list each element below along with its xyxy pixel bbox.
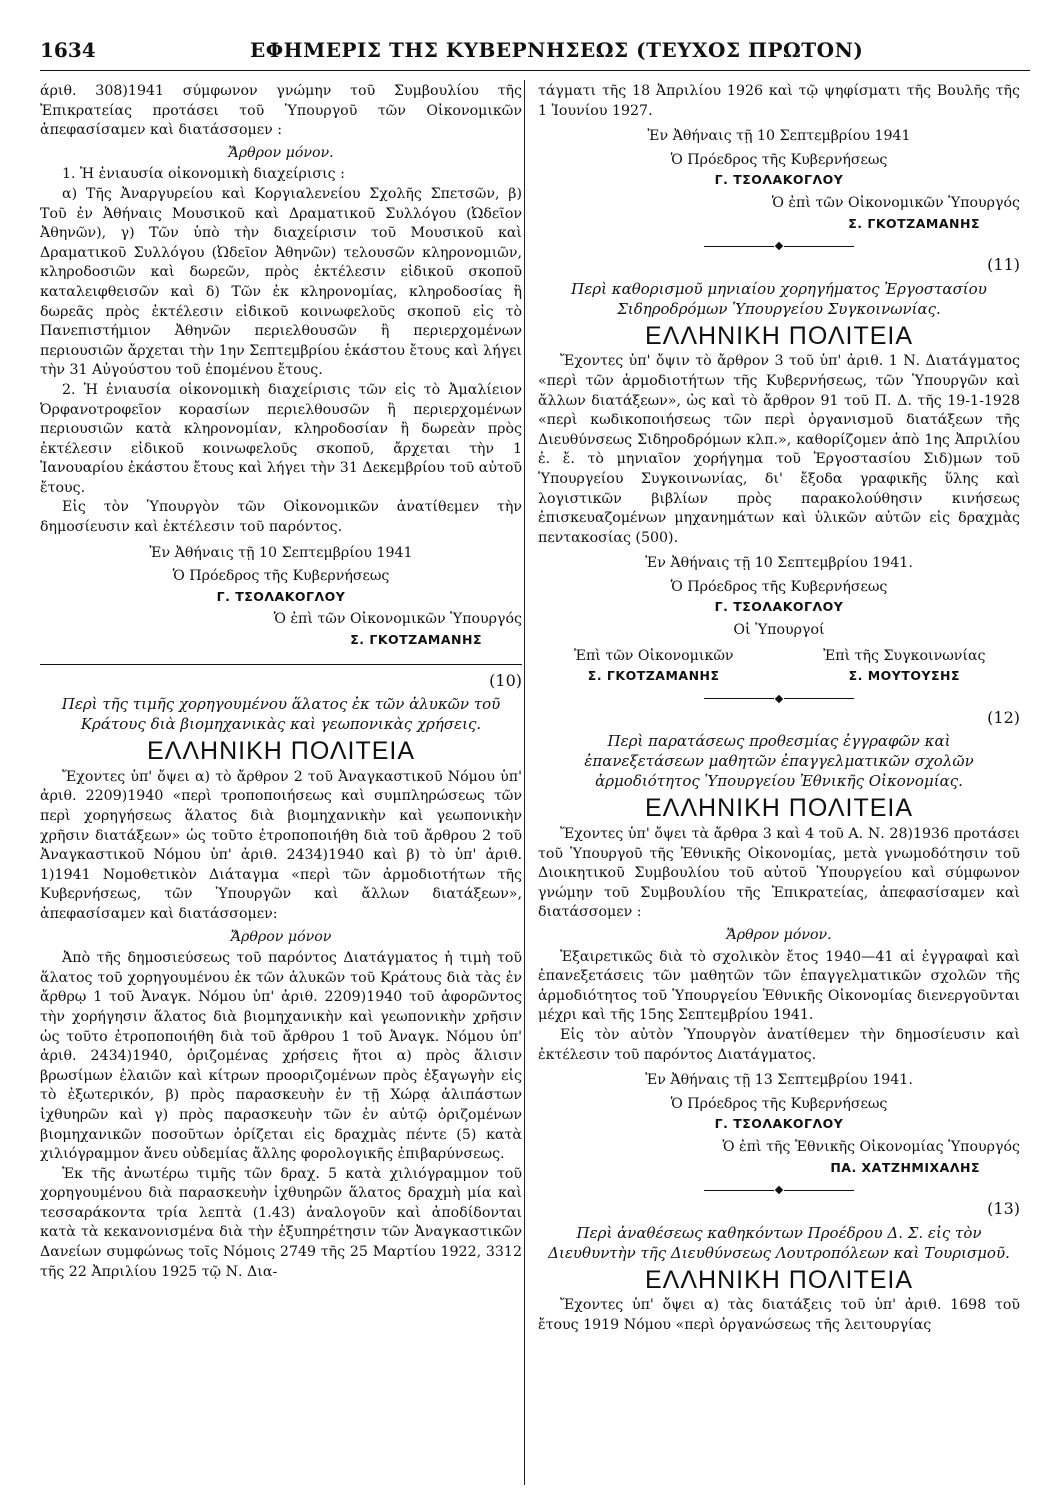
signatory-title: Ἐπὶ τῆς Συγκοινωνίας xyxy=(823,647,986,664)
decree-number: (10) xyxy=(489,670,522,690)
paragraph: 1. Ἡ ἐνιαυσία οἰκονομικὴ διαχείρισις : xyxy=(62,166,345,183)
article-heading: Ἄρθρον μόνον. xyxy=(726,927,832,943)
paragraph: τάγματι τῆς 18 Ἀπριλίου 1926 καὶ τῷ ψηφίσματι τῆς Βουλῆς τῆς 1 Ἰουνίου 1927. xyxy=(538,83,1020,119)
paragraph: Ἀπὸ τῆς δημοσιεύσεως τοῦ παρόντος Διατάγματος ἡ τιμὴ τοῦ ἅλατος τοῦ χορηγουμένου ἐκ τῶν ἁλυκῶν τοῦ Κράτους διὰ τὰς ἐν ἄρθρῳ 1 τοῦ Ἀναγκ. Νόμου ὑπ' ἀριθ. 2209)1940 τοῦ ἀφορῶντος τὴν χορήγησιν ἅλατος διὰ βιομηχανικὴν καὶ γεωπονικὴν χρῆσιν ὡς τοῦτο ἐτροποποιήθη διὰ τοῦ ἄρθρου 1 τοῦ Ἀναγκ. Νόμου ὑπ' ἀριθ. 2434)1940, ὁριζομένας χρήσεις ἤτοι α) πρὸς ἅλισιν βρωσίμων ἐλαιῶν καὶ κίτρων προοριζομένων πρὸς ἐξαγωγὴν εἰς τὸ ἐξωτερικόν, β) πρὸς παρασκευὴν ἐν τῇ Χώρᾳ ἁλιπάστων ἰχθυηρῶν καὶ γ) πρὸς παρασκευὴν τῶν ἐν αὐτῷ ὁριζομένων βιομηχανικῶν ποσοῦτων ὁρίζεται εἰς δραχμὰς πέντε (5) κατὰ χιλιόγραμμον ἄνευ οὐδεμίας ἄλλης φορολογικῆς ἐπιβαρύνσεως. xyxy=(40,950,522,1163)
decree-date: Ἐν Ἀθήναις τῇ 13 Σεπτεμβρίου 1941. xyxy=(645,1072,913,1089)
decree-number: (13) xyxy=(987,1199,1020,1219)
decree-title: Περὶ ἀναθέσεως καθηκόντων Προέδρου Δ. Σ. εἰς τὸν Διευθυντὴν τῆς Διευθύνσεως Λουτροπόλεων καὶ Τουρισμοῦ. xyxy=(548,1223,1010,1262)
signatory-name: Γ. ΤΣΟΛΑΚΟΓΛΟΥ xyxy=(714,599,844,615)
signatory-name: Γ. ΤΣΟΛΑΚΟΓΛΟΥ xyxy=(714,172,844,188)
paragraph: Ἔχοντες ὑπ' ὄψει α) τὰς διατάξεις τοῦ ὑπ' ἀριθ. 1698 τοῦ ἔτους 1919 Νόμου «περὶ ὀργανώσεως τῆς λειτουργίας xyxy=(538,1297,1020,1333)
paragraph: Ἐξαιρετικῶς διὰ τὸ σχολικὸν ἔτος 1940—41 αἱ ἐγγραφαὶ καὶ ἐπανεξετάσεις τῶν μαθητῶν τῶν ἐπαγγελματικῶν σχολῶν τῆς ἁρμοδιότητος τοῦ Ὑπουργείου Ἐθνικῆς Οἰκονομίας διενεργοῦνται μέχρι καὶ τῆς 15ης Σεπτεμβρίου 1941. xyxy=(538,948,1020,1024)
signatory-title: Ὁ Πρόεδρος τῆς Κυβερνήσεως xyxy=(670,151,888,168)
state-heading: ΕΛΛΗΝΙΚΗ ΠΟΛΙΤΕΙΑ xyxy=(644,1265,914,1294)
signatory-name: Σ. ΓΚΟΤΖΑΜΑΝΗΣ xyxy=(848,215,980,231)
decree-title: Περὶ καθορισμοῦ μηνιαίου χορηγήματος Ἐργοστασίου Σιδηροδρόμων Ὑπουργείου Συγκοινωνίας. xyxy=(571,279,987,318)
decree-number: (11) xyxy=(987,255,1020,275)
signatory-title: Ὁ Πρόεδρος τῆς Κυβερνήσεως xyxy=(172,568,390,585)
page-number: 1634 xyxy=(40,38,96,62)
paragraph: Εἰς τὸν αὐτὸν Ὑπουργὸν ἀνατίθεμεν τὴν δημοσίευσιν καὶ ἐκτέλεσιν τοῦ παρόντος Διατάγματος. xyxy=(538,1026,1020,1063)
ministers-signatures xyxy=(538,647,1020,686)
paragraph: Εἰς τὸν Ὑπουργὸν τῶν Οἰκονομικῶν ἀνατίθεμεν τὴν δημοσίευσιν καὶ ἐκτέλεσιν τοῦ παρόντος. xyxy=(40,499,522,536)
signatory-title: Ὁ ἐπὶ τῶν Οἰκονομικῶν Ὑπουργός xyxy=(771,194,1020,211)
page-header xyxy=(40,36,1030,71)
decree-title: Περὶ παρατάσεως προθεσμίας ἐγγραφῶν καὶ ἐπανεξετάσεων μαθητῶν ἐπαγγελματικῶν σχολῶν ἁρμοδιότητος Ὑπουργείου Ἐθνικῆς Οἰκονομίας. xyxy=(584,732,974,791)
state-heading: ΕΛΛΗΝΙΚΗ ΠΟΛΙΤΕΙΑ xyxy=(146,737,416,766)
signatory-name: Σ. ΜΟΥΤΟΥΣΗΣ xyxy=(848,668,961,684)
decree-intro: άριθ. 308)1941 σύμφωνον γνώμην τοῦ Συμβουλίου τῆς Ἐπικρατείας προτάσει τοῦ Ὑπουργοῦ τῶν Οἰκονομικῶν ἀπεφασίσαμεν καὶ διατάσσομεν : xyxy=(40,83,522,139)
separator-ornament xyxy=(538,243,1020,249)
left-column xyxy=(40,82,522,1282)
paragraph: Ἔχοντες ὑπ' ὄψει τὰ ἄρθρα 3 καὶ 4 τοῦ Α. Ν. 28)1936 προτάσει τοῦ Ὑπουργοῦ τῆς Ἐθνικῆς Οἰκονομίας, μετὰ γνωμοδότησιν τοῦ Διοικητικοῦ Συμβουλίου τοῦ αὐτοῦ Ὑπουργείου καὶ σύμφωνον γνώμην τοῦ Συμβουλίου τῆς Ἐπικρατείας, ἀπεφασίσαμεν καὶ διατάσσομεν : xyxy=(538,826,1020,921)
article-heading: Ἄρθρον μόνον. xyxy=(228,144,334,161)
ministers-heading: Οἱ Ὑπουργοί xyxy=(733,622,825,639)
signatory-name: Σ. ΓΚΟΤΖΑΜΑΝΗΣ xyxy=(350,632,482,648)
paragraph: α) Τῆς Ἀναργυρείου καὶ Κοργιαλενείου Σχολῆς Σπετσῶν, β) Τοῦ ἐν Ἀθήναις Μουσικοῦ καὶ Δραματικοῦ Συλλόγου (Ὠδεῖον Ἀθηνῶν), γ) Τῶν ὑπὸ τὴν διαχείρισιν τοῦ Μουσικοῦ καὶ Δραματικοῦ Συλλόγου (Ὠδεῖον Ἀθηνῶν) τελουσῶν κληρονομιῶν, κληροδοσιῶν καὶ δωρεῶν, πρὸς ἐκτέλεσιν εἰδικοῦ σκοποῦ καταλειφθεισῶν καὶ δ) Τῶν ἐκ κληρονομίας, κληροδοσίας ἢ δωρεᾶς πρὸς ἐκτέλεσιν εἰδικοῦ κοινωφελοῦς σκοποῦ εἰς τὸ Πανεπιστήμιον Ἀθηνῶν περιελθουσῶν ἢ περιερχομένων περιουσιῶν ἄρχεται τὴν 1ην Σεπτεμβρίου ἑκάστου ἔτους καὶ λήγει τὴν 31 Αὐγούστου τοῦ ἑπομένου ἔτους. xyxy=(40,185,522,379)
state-heading: ΕΛΛΗΝΙΚΗ ΠΟΛΙΤΕΙΑ xyxy=(644,794,914,823)
paragraph: Ἔχοντες ὑπ' ὄψιν τὸ ἄρθρον 3 τοῦ ὑπ' ἀριθ. 1 Ν. Διατάγματος «περὶ τῶν ἁρμοδιοτήτων τῆς Κυβερνήσεως, τῶν Ὑπουργῶν καὶ ἄλλων διατάξεων», ὡς καὶ τὸ ἄρθρον 91 τοῦ Π. Δ. τῆς 19-1-1928 «περὶ κωδικοποιήσεως τῶν περὶ ὀργανισμοῦ διατάξεων τῆς Διευθύνσεως Σιδηροδρόμων κλπ.», καθορίζομεν ἀπὸ 1ης Ἀπριλίου ἐ. ἔ. τὸ μηνιαῖον χορήγημα τοῦ Ἐργοστασίου Σιδ)μων τοῦ Ὑπουργείου Συγκοινωνίας, δι' ἔξοδα γραφικῆς ὕλης καὶ λογιστικῶν βιβλίων πρὸς παρακολούθησιν κινήσεως ἐπισκευαζομένων μηχανημάτων καὶ ὑλικῶν αὐτῶν εἰς δραχμὰς πεντακοσίας (500). xyxy=(538,353,1020,546)
gazette-title: ΕΦΗΜΕΡΙΣ ΤΗΣ ΚΥΒΕΡΝΗΣΕΩΣ (ΤΕΥΧΟΣ ΠΡΩΤΟΝ) xyxy=(250,38,864,62)
signatory-name: Σ. ΓΚΟΤΖΑΜΑΝΗΣ xyxy=(587,668,720,684)
decree-title: Περὶ τῆς τιμῆς χορηγουμένου ἅλατος ἐκ τῶν ἁλυκῶν τοῦ Κράτους διὰ βιομηχανικὰς καὶ γεωπονικὰς χρήσεις. xyxy=(61,695,501,734)
signatory-title: Ἐπὶ τῶν Οἰκονομικῶν xyxy=(573,647,734,664)
separator-ornament xyxy=(538,696,1020,702)
signatory-name: Γ. ΤΣΟΛΑΚΟΓΛΟΥ xyxy=(216,588,346,604)
separator-ornament xyxy=(538,1187,1020,1193)
signatory-name: ΠΑ. ΧΑΤΖΗΜΙΧΑΛΗΣ xyxy=(830,1159,980,1175)
right-column xyxy=(538,82,1020,1336)
paragraph: Ἐκ τῆς ἀνωτέρω τιμῆς τῶν δραχ. 5 κατὰ χιλιόγραμμον τοῦ χορηγουμένου διὰ παρασκευὴν ἰχθυηρῶν ἅλατος δραχμὴ μία καὶ τεσσαράκοντα τρία λεπτὰ (1.43) ἀναλογοῦν καὶ ἀποδίδονται κατὰ τὰ κεκανονισμένα διὰ τὴν ἐξυπηρέτησιν τῶν Ἀναγκαστικῶν Δανείων συμφώνως τοῖς Νόμοις 2749 τῆς 25 Μαρτίου 1922, 3312 τῆς 22 Ἀπριλίου 1925 τῷ Ν. Δια- xyxy=(40,1165,522,1280)
decree-number: (12) xyxy=(987,707,1020,727)
section-rule xyxy=(40,664,522,665)
paragraph: 2. Ἡ ἐνιαυσία οἰκονομικὴ διαχείρισις τῶν εἰς τὸ Ἀμαλίειον Ὀρφανοτροφεῖον κορασίων περιελθουσῶν ἢ περιερχομένων περιουσιῶν κατὰ κληρονομίαν, κληροδοσίαν ἢ δωρεὰν πρὸς ἐκτέλεσιν εἰδικοῦ κοινωφελοῦς σκοποῦ, ἄρχεται τὴν 1 Ἰανουαρίου ἑκάστου ἔτους καὶ λήγει τὴν 31 Δεκεμβρίου τοῦ αὐτοῦ ἔτους. xyxy=(40,381,522,496)
decree-date: Ἐν Ἀθήναις τῇ 10 Σεπτεμβρίου 1941. xyxy=(645,555,913,572)
signatory-title: Ὁ ἐπὶ τῶν Οἰκονομικῶν Ὑπουργός xyxy=(273,611,522,628)
decree-date: Ἐν Ἀθήναις τῇ 10 Σεπτεμβρίου 1941 xyxy=(149,544,413,561)
column-divider xyxy=(524,80,525,1485)
signatory-name: Γ. ΤΣΟΛΑΚΟΓΛΟΥ xyxy=(714,1116,844,1132)
paragraph: Ἔχοντες ὑπ' ὄψει α) τὸ ἄρθρον 2 τοῦ Ἀναγκαστικοῦ Νόμου ὑπ' ἀριθ. 2209)1940 «περὶ τροποποιήσεως καὶ συμπληρώσεως τῶν περὶ χορηγήσεως ἅλατος διὰ βιομηχανικὴν καὶ γεωπονικὴν χρῆσιν διατάξεων» ὡς τοῦτο ἐτροποποιήθη διὰ τοῦ ἄρθρου 2 τοῦ Ἀναγκαστικοῦ Νόμου ὑπ' ἀριθ. 2434)1940 καὶ β) τὸ ὑπ' ἀριθ. 1)1941 Νομοθετικὸν Διάταγμα «περὶ τῶν ἁρμοδιοτήτων τῆς Κυβερνήσεως, τῶν Ὑπουργῶν καὶ ἄλλων διατάξεων», ἀπεφασίσαμεν καὶ διατάσσομεν: xyxy=(40,768,522,922)
decree-date: Ἐν Ἀθήναις τῇ 10 Σεπτεμβρίου 1941 xyxy=(647,128,911,145)
signatory-title: Ὁ Πρόεδρος τῆς Κυβερνήσεως xyxy=(670,578,888,595)
article-heading: Ἄρθρον μόνον xyxy=(230,928,332,945)
state-heading: ΕΛΛΗΝΙΚΗ ΠΟΛΙΤΕΙΑ xyxy=(644,321,914,350)
signatory-title: Ὁ ἐπὶ τῆς Ἐθνικῆς Οἰκονομίας Ὑπουργός xyxy=(722,1138,1020,1155)
signatory-title: Ὁ Πρόεδρος τῆς Κυβερνήσεως xyxy=(670,1095,888,1112)
